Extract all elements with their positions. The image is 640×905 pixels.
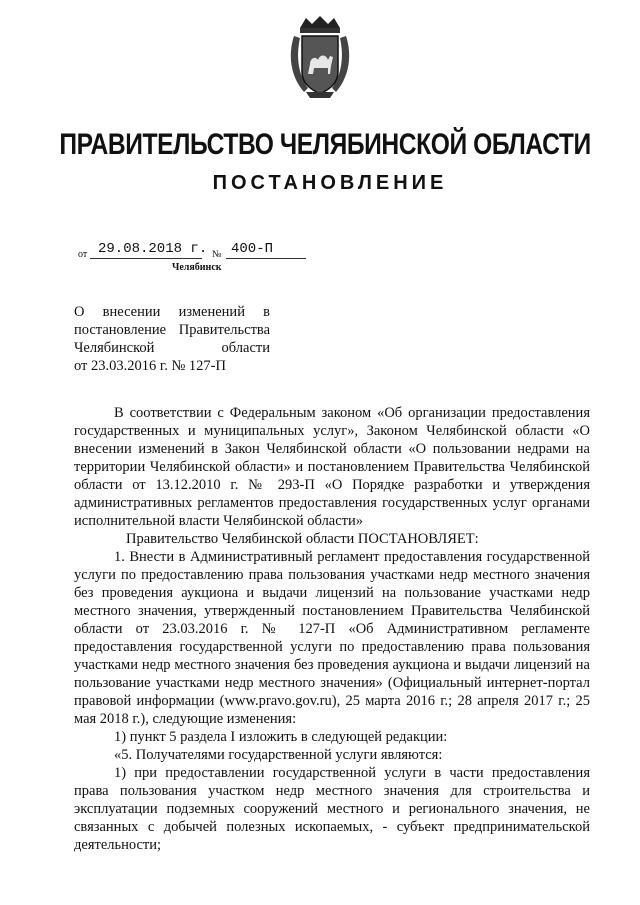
number-underline: [226, 258, 306, 259]
document-body: [74, 404, 590, 854]
document-number: 400-П: [231, 241, 274, 257]
document-subject: [74, 303, 270, 375]
quoted-point-5-1: 1) при предоставлении государственной услуги в части предоставления права пользования участком недр местного значения для строительства и эксплуатации подземных сооружений местного и регионального значения, не связанных с добычей полезных ископаемых, - субъект предпринимательской деятельности;: [74, 765, 590, 853]
issuing-city: Челябинск: [172, 262, 222, 273]
document-type-title: ПОСТАНОВЛЕНИЕ: [212, 172, 448, 194]
subject-line: О внесении изменений в: [74, 304, 270, 320]
government-title: ПРАВИТЕЛЬСТВО ЧЕЛЯБИНСКОЙ ОБЛАСТИ: [59, 128, 591, 161]
subject-line: от 23.03.2016 г. № 127-П: [74, 358, 226, 374]
quoted-point-5: «5. Получателями государственной услуги являются:: [114, 747, 443, 763]
subitem-1-paragraph: 1) пункт 5 раздела I изложить в следующей редакции:: [114, 729, 448, 745]
subject-word: Челябинской: [74, 340, 155, 356]
coat-of-arms-emblem: [286, 14, 354, 100]
date-underline: [90, 258, 202, 259]
preamble-paragraph: В соответствии с Федеральным законом «Об организации предоставления государственных и муниципальных услуг», Законом Челябинской области «О внесении изменений в Закон Челябинской области «О пользовании недрами на территории Челябинской области» и постановлением Правительства Челябинской области от 13.12.2010 г. № 293-П «О Порядке разработки и утверждения административных регламентов предоставления государственных услуг органами исполнительной власти Челябинской области»: [74, 405, 590, 529]
subject-line: постановление Правительства: [74, 322, 270, 338]
subject-line: [74, 339, 270, 357]
date-label: от: [78, 249, 88, 260]
number-label: №: [212, 249, 222, 260]
subject-word: области: [221, 340, 270, 356]
document-date: 29.08.2018 г.: [98, 241, 208, 257]
item-1-paragraph: 1. Внести в Административный регламент предоставления государственной услуги по предоставлению права пользования участками недр местного значения без проведения аукциона и выдачи лицензий на пользование участками недр местного значения, утвержденный постановлением Правительства Челябинской области от 23.03.2016 г. № 127-П «Об Административном регламенте предоставления государственной услуги по предоставлению права пользования участками недр местного значения без проведения аукциона и выдачи лицензий на пользование участками недр местного значения» (Официальный интернет-портал правовой информации (www.pravo.gov.ru), 25 марта 2016 г.; 28 апреля 2017 г.; 25 мая 2018 г.), следующие изменения:: [74, 549, 590, 727]
resolves-paragraph: Правительство Челябинской области ПОСТАНОВЛЯЕТ:: [126, 531, 479, 547]
